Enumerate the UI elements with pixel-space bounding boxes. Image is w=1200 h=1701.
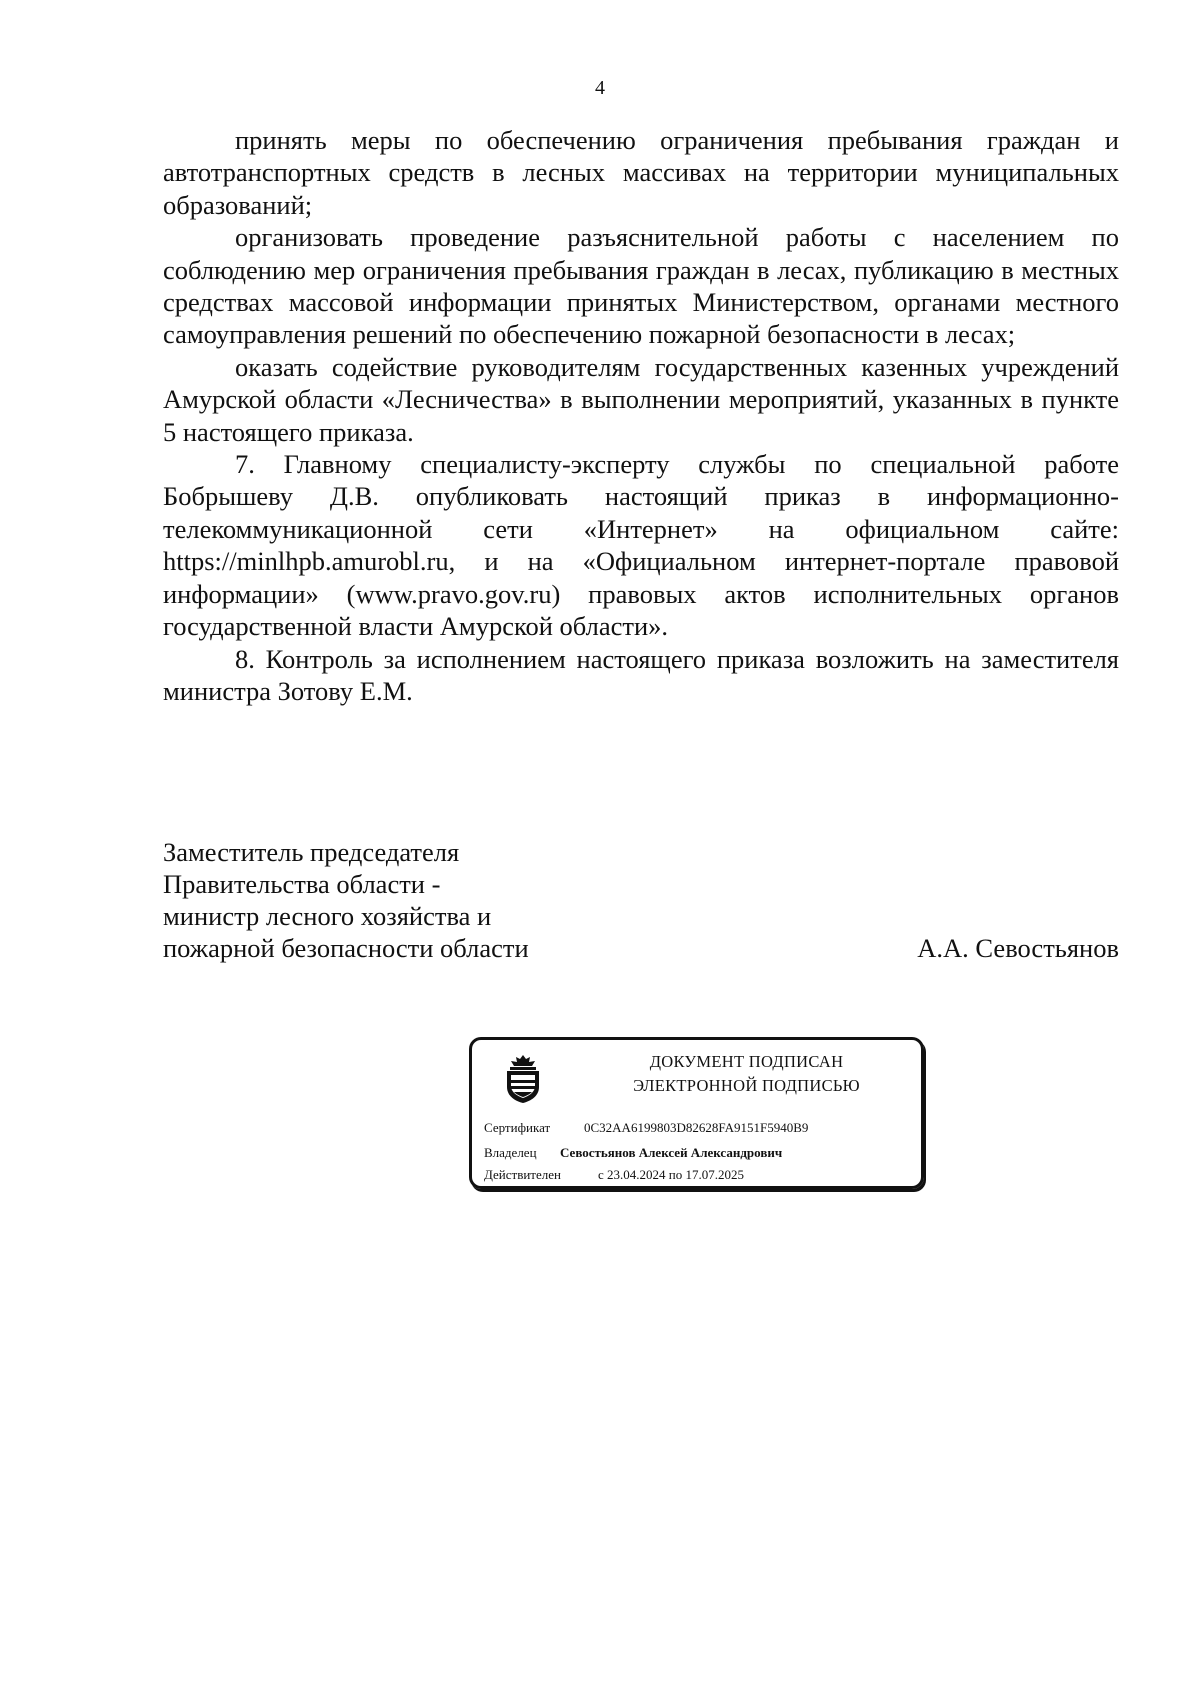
- paragraph-assistance: оказать содействие руководителям государственных казенных учреждений Амурской области «Лесничества» в выполнении мероприятий, указанных в пункте 5 настоящего приказа.: [163, 351, 1119, 447]
- signer-position-line: Правительства области -: [163, 869, 441, 899]
- validity-value: с 23.04.2024 по 17.07.2025: [598, 1167, 744, 1182]
- paragraph-item-8: 8. Контроль за исполнением настоящего приказа возложить на заместителя министра Зотову Е.М.: [163, 643, 1119, 706]
- stamp-validity-row: [484, 1166, 744, 1184]
- signer-name: А.А. Севостьянов: [917, 933, 1119, 963]
- document-body: [163, 124, 1119, 707]
- stamp-subtitle: ЭЛЕКТРОННОЙ ПОДПИСЬЮ: [633, 1076, 860, 1095]
- stamp-owner-row: [484, 1144, 782, 1162]
- signer-position-line: пожарной безопасности области: [163, 933, 529, 963]
- stamp-title: ДОКУМЕНТ ПОДПИСАН: [649, 1052, 844, 1071]
- stamp-certificate-row: [484, 1119, 808, 1137]
- page-number: 4: [595, 77, 605, 99]
- electronic-signature-stamp: [469, 1037, 924, 1189]
- owner-value: Севостьянов Алексей Александрович: [560, 1145, 783, 1160]
- signer-position-line: Заместитель председателя: [163, 837, 460, 867]
- certificate-label: Сертификат: [484, 1120, 551, 1135]
- signature-block: [163, 836, 1119, 964]
- certificate-value: 0C32AA6199803D82628FA9151F5940B9: [584, 1120, 809, 1135]
- signer-position-line: министр лесного хозяйства и: [163, 901, 492, 931]
- paragraph-item-7: 7. Главному специалисту-эксперту службы по специальной работе Бобрышеву Д.В. опубликовать настоящий приказ в информационно-телекоммуникационной сети «Интернет» на официальном сайте: https://minlhpb.amurobl.ru, и на «Официальном интернет-портале правовой информации» (www.pravo.gov.ru) правовых актов исполнительных органов государственной власти Амурской области».: [163, 449, 1119, 642]
- paragraph-measures: принять меры по обеспечению ограничения пребывания граждан и автотранспортных средств в лесных массивах на территории муниципальных образований;: [163, 125, 1119, 220]
- coat-of-arms-icon: [502, 1053, 544, 1105]
- owner-label: Владелец: [484, 1145, 537, 1160]
- paragraph-explanatory-work: организовать проведение разъяснительной работы с населением по соблюдению мер ограничения пребывания граждан в лесах, публикацию в местных средствах массовой информации принятых Министерством, органами местного самоуправления решений по обеспечению пожарной безопасности в лесах;: [163, 222, 1119, 350]
- validity-label: Действителен: [484, 1167, 561, 1182]
